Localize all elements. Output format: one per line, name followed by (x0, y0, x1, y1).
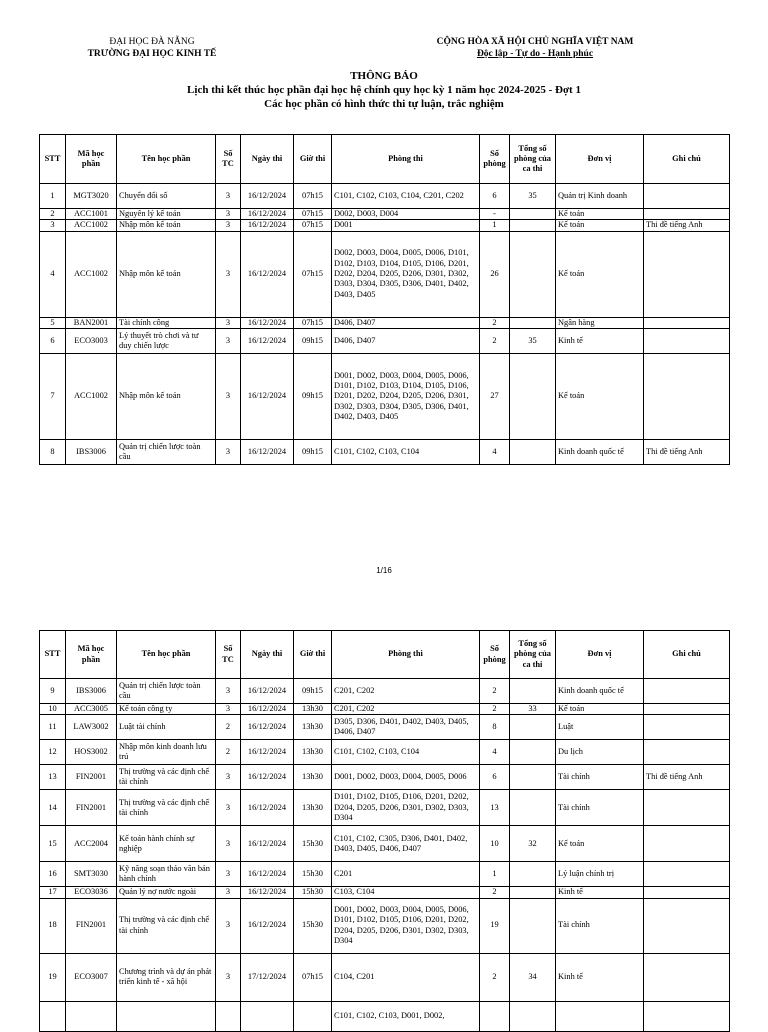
col-course-code-cell: BAN2001 (66, 317, 117, 328)
col-credits-cell: 3 (216, 862, 241, 887)
col-exam-date-cell: 16/12/2024 (241, 328, 294, 353)
col-department-header: Đơn vị (556, 135, 644, 184)
col-room-count-cell: 1 (480, 862, 510, 887)
col-course-code-cell: ACC1002 (66, 220, 117, 231)
col-course-name-cell: Thị trường và các định chế tài chính (117, 790, 216, 826)
col-credits-cell: 3 (216, 898, 241, 953)
col-exam-time-cell: 13h30 (294, 740, 332, 765)
col-exam-date-cell: 16/12/2024 (241, 317, 294, 328)
col-exam-date-cell: 16/12/2024 (241, 353, 294, 439)
col-course-code-cell: MGT3020 (66, 184, 117, 209)
col-exam-rooms-cell: D001, D002, D003, D004, D005, D006, D101, D102, D103, D104, D105, D106, D201, D202, D204, D205, D206, D301, D302, D303, D304, D305, D306, D401, D402, D403, D405 (332, 353, 480, 439)
col-note-header: Ghi chú (644, 631, 730, 679)
university-header (62, 36, 242, 60)
col-note-cell (644, 209, 730, 220)
col-exam-rooms-cell: D002, D003, D004, D005, D006, D101, D102, D103, D104, D105, D106, D201, D202, D204, D205, D206, D301, D302, D303, D304, D305, D306, D401, D402, D403, D405 (332, 231, 480, 317)
col-credits-cell: 3 (216, 765, 241, 790)
page-number: 1/16 (376, 566, 392, 575)
col-room-count-header: Số phòng (480, 631, 510, 679)
col-exam-rooms-cell: C201, C202 (332, 679, 480, 704)
col-note-cell (644, 184, 730, 209)
col-stt-cell: 2 (40, 209, 66, 220)
col-exam-rooms-cell: C103, C104 (332, 887, 480, 898)
col-note-cell (644, 740, 730, 765)
table-row (40, 1001, 730, 1031)
col-note-cell (644, 862, 730, 887)
col-total-rooms-cell: 35 (510, 184, 556, 209)
col-exam-date-cell: 16/12/2024 (241, 220, 294, 231)
table-row (40, 184, 730, 209)
col-total-rooms-cell (510, 317, 556, 328)
col-exam-date-cell: 16/12/2024 (241, 740, 294, 765)
col-exam-time-cell: 07h15 (294, 317, 332, 328)
col-exam-date-cell: 16/12/2024 (241, 790, 294, 826)
col-stt-cell: 14 (40, 790, 66, 826)
col-department-cell: Kế toán (556, 231, 644, 317)
col-course-name-header: Tên học phần (117, 135, 216, 184)
col-course-code-cell: ECO3007 (66, 953, 117, 1001)
col-stt-header: STT (40, 135, 66, 184)
col-total-rooms-cell (510, 715, 556, 740)
col-exam-rooms-cell: D001 (332, 220, 480, 231)
table-row (40, 715, 730, 740)
col-credits-cell: 3 (216, 231, 241, 317)
col-department-cell: Kế toán (556, 353, 644, 439)
col-course-name-cell: Quản lý nợ nước ngoài (117, 887, 216, 898)
school-name: TRƯỜNG ĐẠI HỌC KINH TẾ (87, 49, 217, 59)
col-exam-date-cell: 16/12/2024 (241, 231, 294, 317)
col-exam-time-header: Giờ thi (294, 135, 332, 184)
col-exam-date-cell: 17/12/2024 (241, 953, 294, 1001)
col-course-code-cell: SMT3030 (66, 862, 117, 887)
col-exam-rooms-cell: C201 (332, 862, 480, 887)
col-course-name-cell: Chuyển đổi số (117, 184, 216, 209)
col-credits-cell: 2 (216, 740, 241, 765)
col-room-count-cell: 2 (480, 887, 510, 898)
col-exam-time-cell: 07h15 (294, 953, 332, 1001)
col-exam-rooms-cell: D001, D002, D003, D004, D005, D006, D101, D102, D105, D106, D201, D202, D204, D205, D206, D301, D302, D303, D304 (332, 898, 480, 953)
col-exam-time-cell: 09h15 (294, 328, 332, 353)
col-stt-cell: 8 (40, 439, 66, 464)
col-stt-cell: 6 (40, 328, 66, 353)
col-total-rooms-cell: 34 (510, 953, 556, 1001)
col-total-rooms-cell (510, 898, 556, 953)
col-course-name-cell: Quản trị chiến lược toàn cầu (117, 439, 216, 464)
col-exam-rooms-cell: D101, D102, D105, D106, D201, D202, D204, D205, D206, D301, D302, D303, D304 (332, 790, 480, 826)
col-stt-cell: 16 (40, 862, 66, 887)
col-stt-cell: 11 (40, 715, 66, 740)
col-course-name-cell: Nhập môn kế toán (117, 231, 216, 317)
table-row (40, 862, 730, 887)
col-credits-cell: 2 (216, 715, 241, 740)
col-exam-rooms-cell: D406, D407 (332, 317, 480, 328)
col-room-count-cell: 27 (480, 353, 510, 439)
col-stt-cell: 15 (40, 826, 66, 862)
col-course-code-header: Mã học phần (66, 631, 117, 679)
col-exam-rooms-cell: D002, D003, D004 (332, 209, 480, 220)
col-department-cell: Kế toán (556, 826, 644, 862)
table-row (40, 898, 730, 953)
national-motto: Độc lập - Tự do - Hạnh phúc (476, 49, 594, 59)
col-course-name-cell: Kỹ năng soạn thảo văn bản hành chính (117, 862, 216, 887)
col-exam-rooms-cell: C101, C102, C103, C104 (332, 740, 480, 765)
col-exam-time-cell: 07h15 (294, 209, 332, 220)
col-exam-rooms-header: Phòng thi (332, 631, 480, 679)
col-exam-rooms-cell: D406, D407 (332, 328, 480, 353)
col-department-cell: Tài chính (556, 765, 644, 790)
table-row (40, 231, 730, 317)
col-stt-cell: 5 (40, 317, 66, 328)
col-exam-rooms-cell: C101, C102, C305, D306, D401, D402, D403, D405, D406, D407 (332, 826, 480, 862)
col-credits-cell: 3 (216, 704, 241, 715)
col-credits-cell: 3 (216, 887, 241, 898)
table-row (40, 953, 730, 1001)
col-total-rooms-cell (510, 679, 556, 704)
table-row (40, 209, 730, 220)
col-course-code-cell: FIN2001 (66, 898, 117, 953)
col-exam-rooms-cell: C101, C102, C103, C104 (332, 439, 480, 464)
table-row (40, 439, 730, 464)
col-exam-date-cell: 16/12/2024 (241, 184, 294, 209)
col-course-code-cell: ACC2004 (66, 826, 117, 862)
col-note-cell (644, 1001, 730, 1031)
col-exam-date-header: Ngày thi (241, 135, 294, 184)
col-credits-cell: 3 (216, 826, 241, 862)
col-room-count-cell: 19 (480, 898, 510, 953)
col-room-count-cell: 1 (480, 220, 510, 231)
col-course-code-cell (66, 1001, 117, 1031)
col-department-cell: Tài chính (556, 898, 644, 953)
col-exam-date-cell: 16/12/2024 (241, 898, 294, 953)
col-course-name-cell: Thị trường và các định chế tài chính (117, 898, 216, 953)
col-course-name-cell: Nguyên lý kế toán (117, 209, 216, 220)
col-department-cell: Tài chính (556, 790, 644, 826)
col-total-rooms-cell (510, 353, 556, 439)
col-stt-cell: 4 (40, 231, 66, 317)
table-row (40, 328, 730, 353)
col-room-count-cell: 2 (480, 328, 510, 353)
col-room-count-cell: 4 (480, 740, 510, 765)
col-exam-time-cell: 13h30 (294, 704, 332, 715)
col-exam-time-cell: 07h15 (294, 231, 332, 317)
col-note-cell (644, 704, 730, 715)
table-row (40, 679, 730, 704)
col-credits-header: Số TC (216, 135, 241, 184)
notice-subtitle-1: Lịch thi kết thúc học phần đại học hệ chính quy học kỳ 1 năm học 2024-2025 - Đợt 1 (187, 84, 581, 96)
col-course-code-cell: ACC3005 (66, 704, 117, 715)
col-exam-rooms-cell: C201, C202 (332, 704, 480, 715)
col-department-cell (556, 1001, 644, 1031)
col-course-code-cell: ECO3036 (66, 887, 117, 898)
country-name: CỘNG HÒA XÃ HỘI CHỦ NGHĨA VIỆT NAM (436, 37, 634, 47)
col-department-header: Đơn vị (556, 631, 644, 679)
col-stt-cell: 10 (40, 704, 66, 715)
col-course-code-cell: IBS3006 (66, 679, 117, 704)
col-total-rooms-cell (510, 209, 556, 220)
col-note-cell (644, 317, 730, 328)
col-exam-date-cell: 16/12/2024 (241, 765, 294, 790)
col-total-rooms-cell (510, 220, 556, 231)
col-note-cell (644, 328, 730, 353)
col-course-code-cell: HOS3002 (66, 740, 117, 765)
col-credits-cell: 3 (216, 953, 241, 1001)
col-stt-cell: 17 (40, 887, 66, 898)
col-note-cell (644, 790, 730, 826)
col-exam-date-cell: 16/12/2024 (241, 439, 294, 464)
col-exam-time-cell: 09h15 (294, 353, 332, 439)
col-room-count-cell: 2 (480, 953, 510, 1001)
col-exam-date-cell: 16/12/2024 (241, 715, 294, 740)
table-header-row (40, 135, 730, 184)
col-exam-rooms-cell: C101, C102, C103, C104, C201, C202 (332, 184, 480, 209)
col-exam-rooms-cell: D001, D002, D003, D004, D005, D006 (332, 765, 480, 790)
col-stt-cell: 13 (40, 765, 66, 790)
col-course-name-cell: Kế toán công ty (117, 704, 216, 715)
col-room-count-cell: 26 (480, 231, 510, 317)
table-row (40, 887, 730, 898)
table-header-row (40, 631, 730, 679)
col-note-cell (644, 231, 730, 317)
col-stt-cell: 7 (40, 353, 66, 439)
col-course-name-cell (117, 1001, 216, 1031)
col-stt-cell: 19 (40, 953, 66, 1001)
col-total-rooms-cell (510, 1001, 556, 1031)
col-course-name-cell: Chương trình và dự án phát triển kinh tế - xã hội (117, 953, 216, 1001)
table-row (40, 790, 730, 826)
col-stt-cell: 12 (40, 740, 66, 765)
col-course-name-cell: Nhập môn kinh doanh lưu trú (117, 740, 216, 765)
col-course-name-cell: Thị trường và các định chế tài chính (117, 765, 216, 790)
col-credits-cell: 3 (216, 317, 241, 328)
col-total-rooms-cell (510, 790, 556, 826)
col-course-name-cell: Luật tài chính (117, 715, 216, 740)
col-department-cell: Lý luận chính trị (556, 862, 644, 887)
col-room-count-header: Số phòng (480, 135, 510, 184)
col-department-cell: Ngân hàng (556, 317, 644, 328)
col-note-cell (644, 826, 730, 862)
university-name: ĐẠI HỌC ĐÀ NẴNG (109, 37, 195, 47)
col-department-cell: Kinh doanh quốc tế (556, 679, 644, 704)
col-note-cell (644, 679, 730, 704)
col-room-count-cell: 10 (480, 826, 510, 862)
col-total-rooms-header: Tổng số phòng của ca thi (510, 631, 556, 679)
col-course-code-cell: ACC1001 (66, 209, 117, 220)
col-total-rooms-cell: 32 (510, 826, 556, 862)
col-exam-time-cell: 09h15 (294, 439, 332, 464)
col-department-cell: Du lịch (556, 740, 644, 765)
col-department-cell: Kế toán (556, 220, 644, 231)
col-total-rooms-cell (510, 862, 556, 887)
col-note-cell (644, 887, 730, 898)
col-room-count-cell: 4 (480, 439, 510, 464)
col-room-count-cell: 2 (480, 317, 510, 328)
col-course-code-cell: FIN2001 (66, 790, 117, 826)
col-exam-rooms-header: Phòng thi (332, 135, 480, 184)
col-exam-rooms-cell: D305, D306, D401, D402, D403, D405, D406, D407 (332, 715, 480, 740)
col-total-rooms-cell (510, 887, 556, 898)
table-row (40, 220, 730, 231)
col-exam-time-header: Giờ thi (294, 631, 332, 679)
col-exam-time-cell: 07h15 (294, 220, 332, 231)
col-note-cell: Thi đề tiếng Anh (644, 439, 730, 464)
col-room-count-cell: 13 (480, 790, 510, 826)
notice-title: THÔNG BÁO (350, 70, 418, 82)
col-total-rooms-cell: 33 (510, 704, 556, 715)
col-note-cell (644, 353, 730, 439)
col-course-name-cell: Nhập môn kế toán (117, 353, 216, 439)
col-total-rooms-cell (510, 740, 556, 765)
col-department-cell: Kế toán (556, 209, 644, 220)
col-department-cell: Kinh tế (556, 328, 644, 353)
col-total-rooms-cell: 35 (510, 328, 556, 353)
col-course-name-cell: Quản trị chiến lược toàn cầu (117, 679, 216, 704)
col-exam-date-cell: 16/12/2024 (241, 209, 294, 220)
col-room-count-cell: 2 (480, 679, 510, 704)
col-exam-date-cell (241, 1001, 294, 1031)
col-course-code-cell: ACC1002 (66, 231, 117, 317)
table-row (40, 317, 730, 328)
col-exam-time-cell: 13h30 (294, 715, 332, 740)
col-exam-time-cell: 07h15 (294, 184, 332, 209)
col-course-code-cell: ACC1002 (66, 353, 117, 439)
col-room-count-cell: 8 (480, 715, 510, 740)
table-row (40, 740, 730, 765)
col-credits-cell: 3 (216, 790, 241, 826)
col-total-rooms-cell (510, 231, 556, 317)
col-credits-cell: 3 (216, 220, 241, 231)
col-course-name-cell: Nhập môn kế toán (117, 220, 216, 231)
col-department-cell: Quản trị Kinh doanh (556, 184, 644, 209)
col-credits-cell: 3 (216, 184, 241, 209)
col-credits-cell (216, 1001, 241, 1031)
col-exam-time-cell: 09h15 (294, 679, 332, 704)
table-row (40, 765, 730, 790)
col-exam-time-cell: 15h30 (294, 898, 332, 953)
col-exam-date-header: Ngày thi (241, 631, 294, 679)
col-note-header: Ghi chú (644, 135, 730, 184)
col-exam-date-cell: 16/12/2024 (241, 887, 294, 898)
col-exam-time-cell: 15h30 (294, 887, 332, 898)
table-row (40, 704, 730, 715)
col-credits-header: Số TC (216, 631, 241, 679)
col-exam-time-cell: 15h30 (294, 826, 332, 862)
col-credits-cell: 3 (216, 679, 241, 704)
table-row (40, 353, 730, 439)
col-exam-rooms-cell: C104, C201 (332, 953, 480, 1001)
col-course-name-header: Tên học phần (117, 631, 216, 679)
col-course-code-cell: IBS3006 (66, 439, 117, 464)
col-department-cell: Luật (556, 715, 644, 740)
col-course-name-cell: Tài chính công (117, 317, 216, 328)
table-row (40, 826, 730, 862)
col-stt-cell (40, 1001, 66, 1031)
col-room-count-cell: - (480, 209, 510, 220)
col-exam-date-cell: 16/12/2024 (241, 704, 294, 715)
col-room-count-cell: 6 (480, 765, 510, 790)
col-exam-rooms-cell: C101, C102, C103, D001, D002, (332, 1001, 480, 1031)
col-total-rooms-cell (510, 765, 556, 790)
col-department-cell: Kế toán (556, 704, 644, 715)
col-exam-date-cell: 16/12/2024 (241, 862, 294, 887)
col-stt-header: STT (40, 631, 66, 679)
col-exam-time-cell: 15h30 (294, 862, 332, 887)
col-course-code-cell: ECO3003 (66, 328, 117, 353)
col-stt-cell: 3 (40, 220, 66, 231)
col-exam-time-cell (294, 1001, 332, 1031)
col-credits-cell: 3 (216, 353, 241, 439)
col-credits-cell: 3 (216, 439, 241, 464)
exam-schedule-table-page1 (39, 134, 730, 465)
col-exam-date-cell: 16/12/2024 (241, 826, 294, 862)
national-header (400, 36, 670, 60)
col-credits-cell: 3 (216, 209, 241, 220)
col-room-count-cell (480, 1001, 510, 1031)
exam-schedule-table-page2 (39, 630, 730, 1032)
col-total-rooms-cell (510, 439, 556, 464)
col-course-code-cell: LAW3002 (66, 715, 117, 740)
col-note-cell: Thi đề tiếng Anh (644, 220, 730, 231)
col-exam-time-cell: 13h30 (294, 765, 332, 790)
col-department-cell: Kinh tế (556, 887, 644, 898)
col-note-cell (644, 715, 730, 740)
col-course-code-header: Mã học phần (66, 135, 117, 184)
col-exam-time-cell: 13h30 (294, 790, 332, 826)
col-exam-date-cell: 16/12/2024 (241, 679, 294, 704)
col-stt-cell: 9 (40, 679, 66, 704)
col-room-count-cell: 6 (480, 184, 510, 209)
col-total-rooms-header: Tổng số phòng của ca thi (510, 135, 556, 184)
col-course-code-cell: FIN2001 (66, 765, 117, 790)
col-department-cell: Kinh tế (556, 953, 644, 1001)
col-note-cell: Thi đề tiếng Anh (644, 765, 730, 790)
col-credits-cell: 3 (216, 328, 241, 353)
notice-titles (0, 69, 768, 111)
col-course-name-cell: Lý thuyết trò chơi và tư duy chiến lược (117, 328, 216, 353)
col-room-count-cell: 2 (480, 704, 510, 715)
col-stt-cell: 1 (40, 184, 66, 209)
col-course-name-cell: Kế toán hành chính sự nghiệp (117, 826, 216, 862)
notice-subtitle-2: Các học phần có hình thức thi tự luận, trắc nghiệm (264, 98, 504, 110)
col-note-cell (644, 953, 730, 1001)
col-stt-cell: 18 (40, 898, 66, 953)
col-note-cell (644, 898, 730, 953)
col-department-cell: Kinh doanh quốc tế (556, 439, 644, 464)
